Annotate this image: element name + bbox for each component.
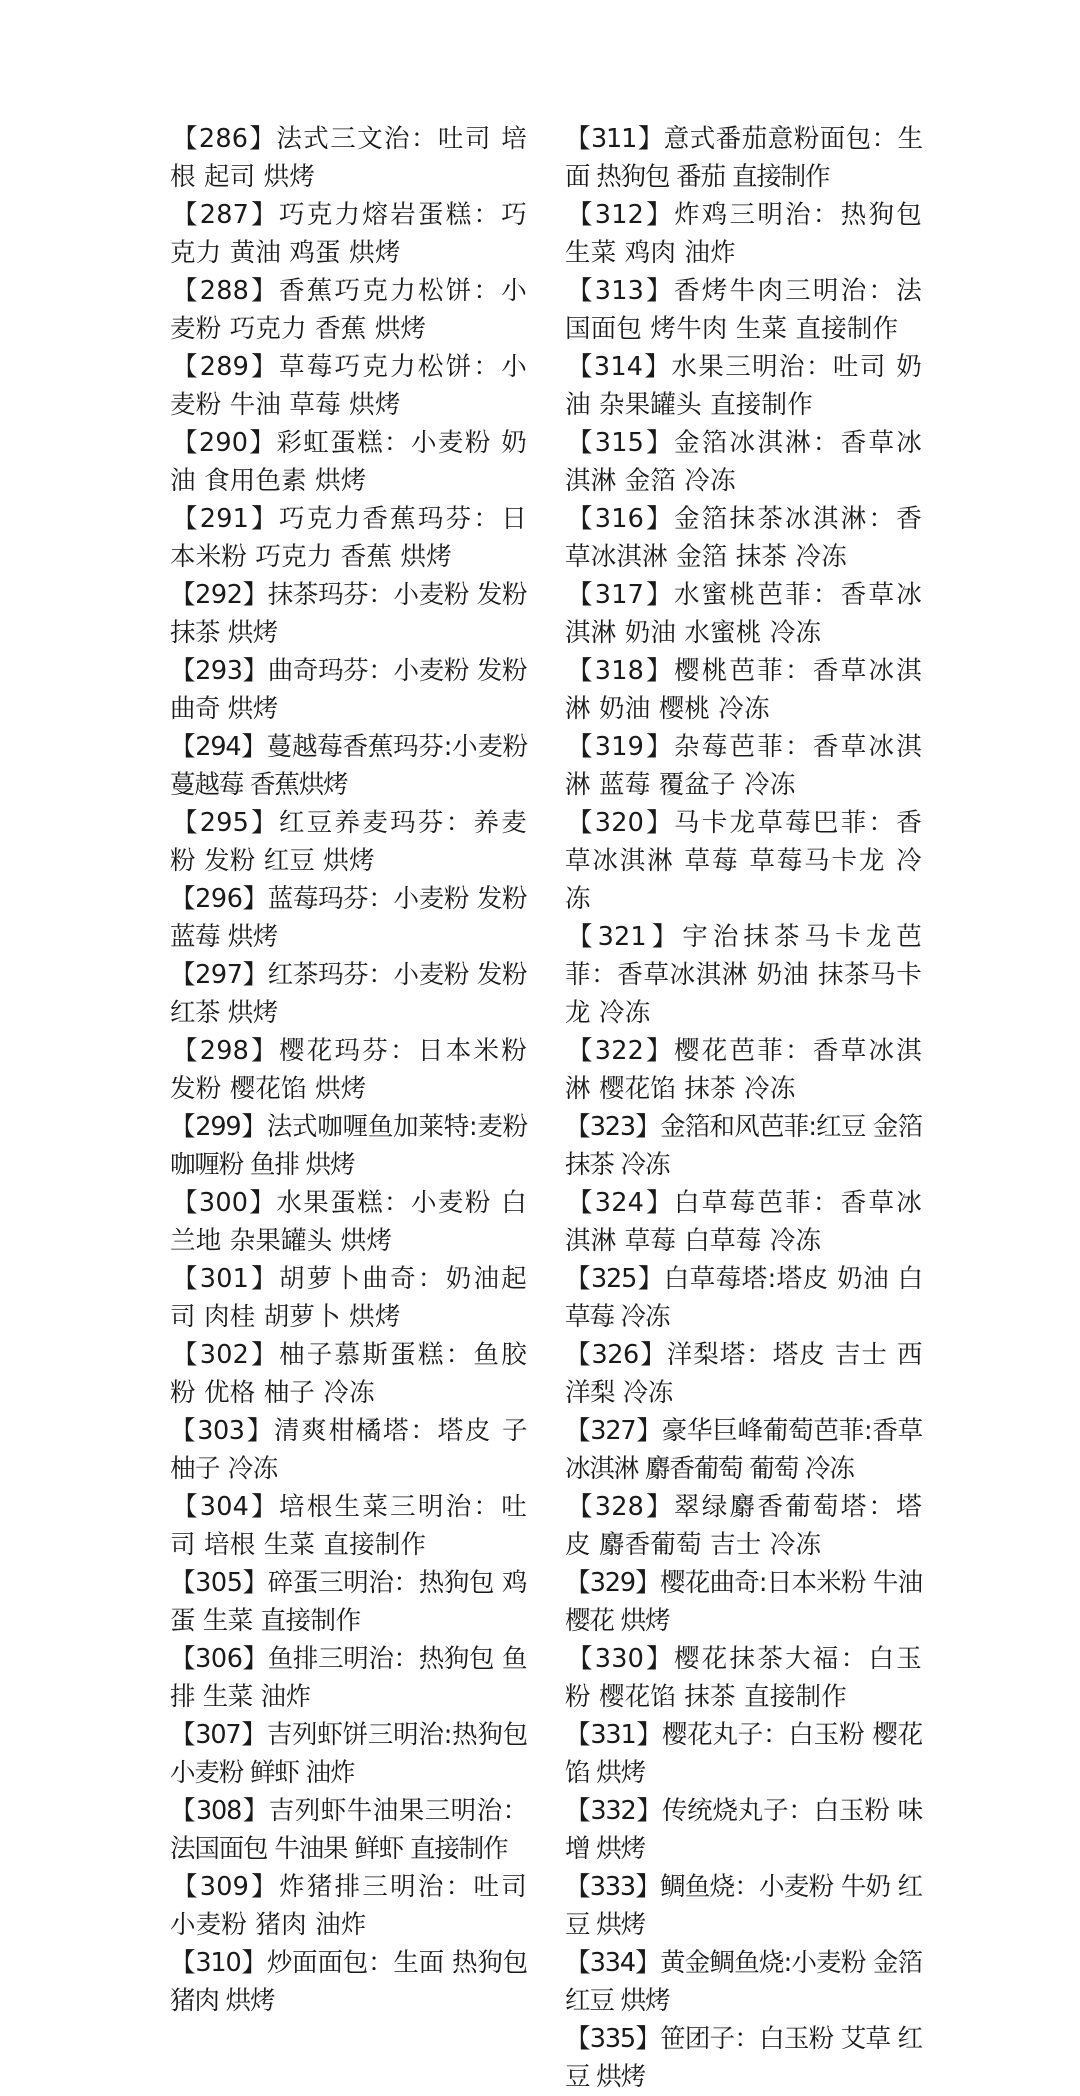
recipe-entry: 【328】翠绿麝香葡萄塔：塔皮 麝香葡萄 吉士 冷冻 — [565, 1492, 922, 1560]
recipe-column-right — [565, 120, 931, 2096]
recipe-entry: 【330】樱花抹茶大福：白玉粉 樱花馅 抹茶 直接制作 — [565, 1644, 922, 1712]
recipe-entry: 【299】法式咖喱鱼加莱特:麦粉 咖喱粉 鱼排 烘烤 — [170, 1112, 534, 1180]
recipe-entry: 【322】樱花芭菲：香草冰淇淋 樱花馅 抹茶 冷冻 — [565, 1036, 922, 1104]
recipe-entry: 【293】曲奇玛芬：小麦粉 发粉 曲奇 烘烤 — [170, 656, 535, 724]
recipe-entry: 【287】巧克力熔岩蛋糕：巧克力 黄油 鸡蛋 烘烤 — [170, 200, 527, 268]
recipe-entry: 【329】樱花曲奇:日本米粉 牛油 樱花 烘烤 — [565, 1568, 929, 1636]
recipe-entry: 【317】水蜜桃芭菲：香草冰淇淋 奶油 水蜜桃 冷冻 — [565, 580, 922, 648]
recipe-entry: 【286】法式三文治：吐司 培根 起司 烘烤 — [170, 124, 527, 192]
recipe-entry: 【323】金箔和风芭菲:红豆 金箔 抹茶 冷冻 — [565, 1112, 929, 1180]
recipe-entry: 【321】宇治抹茶马卡龙芭菲：香草冰淇淋 奶油 抹茶马卡龙 冷冻 — [565, 922, 922, 1028]
recipe-entry: 【290】彩虹蛋糕：小麦粉 奶油 食用色素 烘烤 — [170, 428, 527, 496]
recipe-entry: 【306】鱼排三明治：热狗包 鱼排 生菜 油炸 — [170, 1644, 527, 1712]
recipe-entry: 【307】吉列虾饼三明治:热狗包 小麦粉 鲜虾 油炸 — [170, 1720, 534, 1788]
recipe-entry: 【289】草莓巧克力松饼：小麦粉 牛油 草莓 烘烤 — [170, 352, 527, 420]
recipe-entry: 【331】樱花丸子：白玉粉 樱花馅 烘烤 — [565, 1720, 922, 1788]
recipe-entry: 【314】水果三明治：吐司 奶油 杂果罐头 直接制作 — [565, 352, 922, 420]
recipe-entry: 【316】金箔抹茶冰淇淋：香草冰淇淋 金箔 抹茶 冷冻 — [565, 504, 922, 572]
recipe-entry: 【297】红茶玛芬：小麦粉 发粉 红茶 烘烤 — [170, 960, 535, 1028]
recipe-entry: 【335】笹团子：白玉粉 艾草 红豆 烘烤 — [565, 2024, 922, 2092]
recipe-entry: 【291】巧克力香蕉玛芬：日本米粉 巧克力 香蕉 烘烤 — [170, 504, 527, 572]
two-column-layout — [170, 120, 930, 2096]
recipe-entry: 【296】蓝莓玛芬：小麦粉 发粉 蓝莓 烘烤 — [170, 884, 535, 952]
recipe-entry: 【318】樱桃芭菲：香草冰淇淋 奶油 樱桃 冷冻 — [565, 656, 922, 724]
recipe-entry: 【315】金箔冰淇淋：香草冰淇淋 金箔 冷冻 — [565, 428, 922, 496]
recipe-entry: 【324】白草莓芭菲：香草冰淇淋 草莓 白草莓 冷冻 — [565, 1188, 922, 1256]
recipe-entry: 【305】碎蛋三明治：热狗包 鸡蛋 生菜 直接制作 — [170, 1568, 527, 1636]
recipe-entry: 【311】意式番茄意粉面包：生面 热狗包 番茄 直接制作 — [565, 124, 922, 192]
recipe-entry: 【319】杂莓芭菲：香草冰淇淋 蓝莓 覆盆子 冷冻 — [565, 732, 922, 800]
recipe-entry: 【334】黄金鲷鱼烧:小麦粉 金箔 红豆 烘烤 — [565, 1948, 929, 2016]
recipe-entry: 【327】豪华巨峰葡萄芭菲:香草冰淇淋 麝香葡萄 葡萄 冷冻 — [565, 1416, 922, 1484]
recipe-entry: 【298】樱花玛芬：日本米粉 发粉 樱花馅 烘烤 — [170, 1036, 536, 1104]
recipe-entry: 【333】鲷鱼烧：小麦粉 牛奶 红豆 烘烤 — [565, 1872, 922, 1940]
recipe-entry: 【313】香烤牛肉三明治：法国面包 烤牛肉 生菜 直接制作 — [565, 276, 922, 344]
recipe-entry: 【332】传统烧丸子：白玉粉 味增 烘烤 — [565, 1796, 922, 1864]
recipe-entry: 【309】炸猪排三明治：吐司 小麦粉 猪肉 油炸 — [170, 1872, 536, 1940]
recipe-entry: 【312】炸鸡三明治：热狗包 生菜 鸡肉 油炸 — [565, 200, 931, 268]
recipe-entry: 【300】水果蛋糕：小麦粉 白兰地 杂果罐头 烘烤 — [170, 1188, 527, 1256]
recipe-entry: 【310】炒面面包：生面 热狗包 猪肉 烘烤 — [170, 1948, 534, 2016]
recipe-entry: 【294】蔓越莓香蕉玛芬:小麦粉 蔓越莓 香蕉烘烤 — [170, 732, 534, 800]
recipe-entry: 【304】培根生菜三明治：吐司 培根 生菜 直接制作 — [170, 1492, 527, 1560]
recipe-entry: 【288】香蕉巧克力松饼：小麦粉 巧克力 香蕉 烘烤 — [170, 276, 527, 344]
recipe-entry: 【301】胡萝卜曲奇：奶油起司 肉桂 胡萝卜 烘烤 — [170, 1264, 527, 1332]
recipe-entry: 【308】吉列虾牛油果三明治：法国面包 牛油果 鲜虾 直接制作 — [170, 1796, 527, 1864]
recipe-entry: 【295】红豆养麦玛芬：养麦粉 发粉 红豆 烘烤 — [170, 808, 527, 876]
recipe-entry: 【326】洋梨塔：塔皮 吉士 西洋梨 冷冻 — [565, 1340, 922, 1408]
recipe-entry: 【292】抹茶玛芬：小麦粉 发粉 抹茶 烘烤 — [170, 580, 535, 648]
recipe-entry: 【302】柚子慕斯蛋糕：鱼胶粉 优格 柚子 冷冻 — [170, 1340, 527, 1408]
recipe-entry: 【320】马卡龙草莓巴菲：香草冰淇淋 草莓 草莓马卡龙 冷冻 — [565, 808, 922, 914]
recipe-column-left — [170, 120, 536, 2020]
recipe-entry: 【303】清爽柑橘塔：塔皮 子 柚子 冷冻 — [170, 1416, 535, 1484]
recipe-entry: 【325】白草莓塔:塔皮 奶油 白草莓 冷冻 — [565, 1264, 922, 1332]
